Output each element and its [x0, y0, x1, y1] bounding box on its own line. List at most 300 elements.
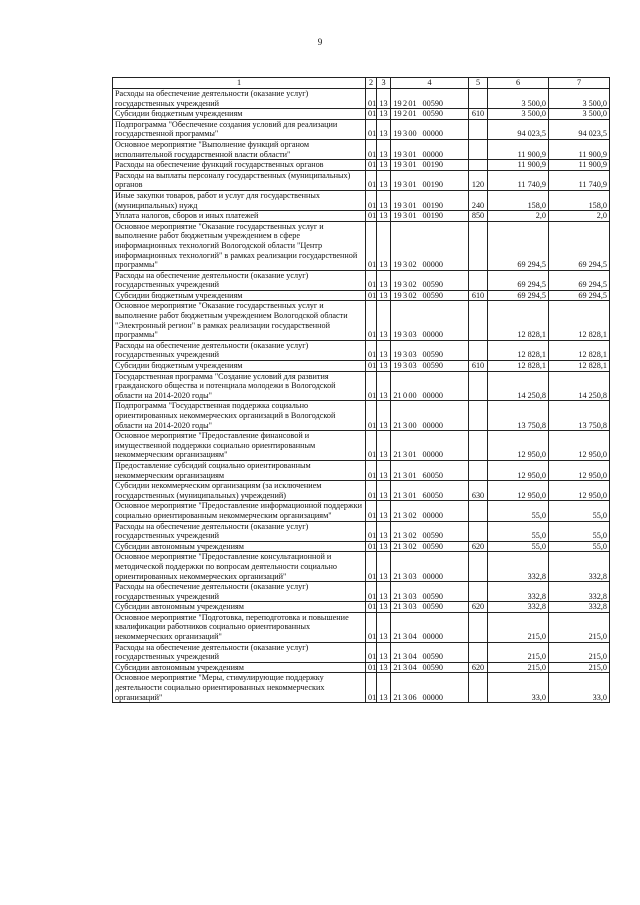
target-code-part: 00000: [422, 390, 443, 400]
target-code-part: 01: [408, 180, 417, 190]
target-code-part: 00590: [422, 591, 443, 601]
target-code-part: 01: [408, 470, 417, 480]
row-subsection-cell: 13: [377, 401, 391, 431]
target-code-part: 00: [408, 129, 417, 139]
table-row: [113, 401, 610, 431]
row-amount-cell: 69 294,5: [488, 290, 549, 301]
row-name-cell: Расходы на обеспечение деятельности (оказание услуг) государственных учреждений: [113, 89, 366, 109]
target-code-part: 03: [408, 361, 417, 371]
target-code-part: 19: [393, 350, 402, 360]
target-code-part: 19: [393, 260, 402, 270]
row-amount-cell: 69 294,5: [549, 290, 610, 301]
row-target-code-cell: [391, 211, 469, 222]
row-target-code-cell: [391, 602, 469, 613]
row-amount-cell: 33,0: [488, 673, 549, 703]
target-code-part: 3: [402, 290, 408, 300]
row-amount-cell: 158,0: [488, 190, 549, 210]
target-code-part: 03: [408, 602, 417, 612]
target-code-part: 03: [408, 350, 417, 360]
target-code-part: 3: [402, 692, 408, 702]
row-amount-cell: 332,8: [549, 552, 610, 582]
target-code-part: 00000: [422, 149, 443, 159]
table-row: [113, 582, 610, 602]
row-amount-cell: 55,0: [488, 541, 549, 552]
row-name-cell: Основное мероприятие "Предоставление консультационной и методической поддержки по вопросам деятельности социально ориентированных некоммерческих организаций": [113, 552, 366, 582]
header-col-1: 1: [113, 78, 366, 89]
row-expense-type-cell: [469, 371, 488, 401]
target-code-part: 60050: [422, 490, 443, 500]
target-code-part: 19: [393, 149, 402, 159]
target-code-part: 01: [408, 490, 417, 500]
row-subsection-cell: 13: [377, 541, 391, 552]
table-row: [113, 290, 610, 301]
row-subsection-cell: 13: [377, 642, 391, 662]
target-code-part: 3: [402, 330, 408, 340]
target-code-part: 04: [408, 652, 417, 662]
row-section-cell: 01: [366, 642, 377, 662]
row-subsection-cell: 13: [377, 361, 391, 372]
table-row: [113, 139, 610, 159]
target-code-part: 21: [393, 632, 402, 642]
table-row: [113, 340, 610, 360]
row-amount-cell: 12 828,1: [549, 301, 610, 340]
header-col-5: 5: [469, 78, 488, 89]
table-row: [113, 431, 610, 461]
row-amount-cell: 13 750,8: [549, 401, 610, 431]
row-amount-cell: 69 294,5: [549, 270, 610, 290]
row-subsection-cell: 13: [377, 89, 391, 109]
target-code-part: 19: [393, 129, 402, 139]
row-expense-type-cell: [469, 139, 488, 159]
table-row: [113, 301, 610, 340]
table-row: [113, 270, 610, 290]
target-code-part: 00590: [422, 602, 443, 612]
target-code-part: 19: [393, 211, 402, 221]
table-row: [113, 170, 610, 190]
row-amount-cell: 55,0: [549, 501, 610, 521]
row-target-code-cell: [391, 371, 469, 401]
row-amount-cell: 11 900,9: [488, 139, 549, 159]
row-subsection-cell: 13: [377, 582, 391, 602]
row-name-cell: Подпрограмма "Обеспечение создания условий для реализации государственной программы": [113, 119, 366, 139]
row-amount-cell: 332,8: [488, 552, 549, 582]
row-subsection-cell: 13: [377, 170, 391, 190]
target-code-part: 00000: [422, 129, 443, 139]
row-expense-type-cell: [469, 270, 488, 290]
row-subsection-cell: 13: [377, 221, 391, 270]
row-subsection-cell: 13: [377, 139, 391, 159]
target-code-part: 00590: [422, 98, 443, 108]
row-expense-type-cell: [469, 160, 488, 171]
target-code-part: 01: [408, 200, 417, 210]
target-code-part: 19: [393, 180, 402, 190]
target-code-part: 00590: [422, 541, 443, 551]
row-target-code-cell: [391, 109, 469, 120]
target-code-part: 21: [393, 692, 402, 702]
target-code-part: 01: [408, 98, 417, 108]
header-col-4: 4: [391, 78, 469, 89]
row-amount-cell: 3 500,0: [549, 89, 610, 109]
row-target-code-cell: [391, 642, 469, 662]
row-subsection-cell: 13: [377, 160, 391, 171]
row-target-code-cell: [391, 270, 469, 290]
row-subsection-cell: 13: [377, 431, 391, 461]
target-code-part: 00190: [422, 160, 443, 170]
target-code-part: 3: [402, 591, 408, 601]
row-section-cell: 01: [366, 460, 377, 480]
row-amount-cell: 12 950,0: [488, 431, 549, 461]
row-target-code-cell: [391, 612, 469, 642]
row-section-cell: 01: [366, 541, 377, 552]
target-code-part: 19: [393, 290, 402, 300]
row-amount-cell: 55,0: [549, 541, 610, 552]
target-code-part: 2: [402, 109, 408, 119]
row-expense-type-cell: 610: [469, 290, 488, 301]
row-expense-type-cell: 610: [469, 361, 488, 372]
row-target-code-cell: [391, 190, 469, 210]
row-target-code-cell: [391, 170, 469, 190]
row-name-cell: Государственная программа "Создание условий для развития гражданского общества и потенциала молодежи в Вологодской области на 2014-2020 годы": [113, 371, 366, 401]
target-code-part: 3: [402, 632, 408, 642]
row-name-cell: Субсидии автономным учреждениям: [113, 662, 366, 673]
row-name-cell: Расходы на обеспечение деятельности (оказание услуг) государственных учреждений: [113, 521, 366, 541]
row-section-cell: 01: [366, 481, 377, 501]
target-code-part: 3: [402, 420, 408, 430]
row-name-cell: Основное мероприятие "Оказание государственных услуг и выполнение работ бюджетным учреждением в сфере информационных технологий Вологодской области "Центр информационных технологий" в рамках реализации государственной программы": [113, 221, 366, 270]
row-name-cell: Основное мероприятие "Предоставление информационной поддержки социально ориентированным некоммерческим организациям": [113, 501, 366, 521]
target-code-part: 3: [402, 541, 408, 551]
table-row: [113, 541, 610, 552]
row-name-cell: Расходы на выплаты персоналу государственных (муниципальных) органов: [113, 170, 366, 190]
row-subsection-cell: 13: [377, 612, 391, 642]
target-code-part: 03: [408, 591, 417, 601]
row-amount-cell: 94 023,5: [488, 119, 549, 139]
target-code-part: 01: [408, 149, 417, 159]
target-code-part: 21: [393, 652, 402, 662]
row-amount-cell: 215,0: [549, 612, 610, 642]
target-code-part: 3: [402, 652, 408, 662]
row-expense-type-cell: 620: [469, 662, 488, 673]
header-col-6: 6: [488, 78, 549, 89]
target-code-part: 3: [402, 129, 408, 139]
row-subsection-cell: 13: [377, 109, 391, 120]
target-code-part: 21: [393, 602, 402, 612]
row-name-cell: Субсидии автономным учреждениям: [113, 541, 366, 552]
row-amount-cell: 2,0: [549, 211, 610, 222]
row-amount-cell: 215,0: [488, 612, 549, 642]
row-subsection-cell: 13: [377, 290, 391, 301]
row-expense-type-cell: 620: [469, 541, 488, 552]
row-expense-type-cell: 850: [469, 211, 488, 222]
target-code-part: 21: [393, 450, 402, 460]
row-target-code-cell: [391, 89, 469, 109]
row-name-cell: Расходы на обеспечение деятельности (оказание услуг) государственных учреждений: [113, 270, 366, 290]
table-row: [113, 89, 610, 109]
row-amount-cell: 12 950,0: [549, 481, 610, 501]
target-code-part: 21: [393, 531, 402, 541]
row-expense-type-cell: [469, 582, 488, 602]
target-code-part: 21: [393, 571, 402, 581]
row-amount-cell: 94 023,5: [549, 119, 610, 139]
target-code-part: 3: [402, 160, 408, 170]
target-code-part: 00000: [422, 450, 443, 460]
row-amount-cell: 332,8: [488, 582, 549, 602]
target-code-part: 00000: [422, 510, 443, 520]
target-code-part: 04: [408, 632, 417, 642]
target-code-part: 21: [393, 541, 402, 551]
row-amount-cell: 332,8: [488, 602, 549, 613]
row-amount-cell: 11 740,9: [549, 170, 610, 190]
row-name-cell: Субсидии некоммерческим организациям (за исключением государственных (муниципальных) учреждений): [113, 481, 366, 501]
row-name-cell: Подпрограмма "Государственная поддержка социально ориентированных некоммерческих организаций в Вологодской области на 2014-2020 годы": [113, 401, 366, 431]
row-section-cell: 01: [366, 612, 377, 642]
row-section-cell: 01: [366, 270, 377, 290]
target-code-part: 19: [393, 280, 402, 290]
row-section-cell: 01: [366, 139, 377, 159]
target-code-part: 3: [402, 470, 408, 480]
page-number: 9: [317, 37, 323, 47]
row-amount-cell: 69 294,5: [549, 221, 610, 270]
target-code-part: 00000: [422, 260, 443, 270]
row-section-cell: 01: [366, 401, 377, 431]
table-row: [113, 160, 610, 171]
target-code-part: 21: [393, 591, 402, 601]
row-amount-cell: 12 950,0: [549, 460, 610, 480]
row-section-cell: 01: [366, 119, 377, 139]
header-col-7: 7: [549, 78, 610, 89]
target-code-part: 19: [393, 160, 402, 170]
row-subsection-cell: 13: [377, 270, 391, 290]
table-row: [113, 119, 610, 139]
target-code-part: 3: [402, 211, 408, 221]
row-name-cell: Субсидии бюджетным учреждениям: [113, 290, 366, 301]
row-amount-cell: 12 950,0: [488, 481, 549, 501]
target-code-part: 00: [408, 390, 417, 400]
row-expense-type-cell: 240: [469, 190, 488, 210]
target-code-part: 02: [408, 531, 417, 541]
row-expense-type-cell: 620: [469, 602, 488, 613]
row-name-cell: Основное мероприятие "Оказание государственных услуг и выполнение работ бюджетным учреждением Вологодской области "Электронный регион" в рамках реализации государственной программы": [113, 301, 366, 340]
row-section-cell: 01: [366, 170, 377, 190]
row-expense-type-cell: [469, 552, 488, 582]
table-row: [113, 642, 610, 662]
row-name-cell: Уплата налогов, сборов и иных платежей: [113, 211, 366, 222]
row-name-cell: Основное мероприятие "Подготовка, переподготовка и повышение квалификации работников социально ориентированных некоммерческих организаций": [113, 612, 366, 642]
target-code-part: 01: [408, 109, 417, 119]
row-subsection-cell: 13: [377, 602, 391, 613]
target-code-part: 3: [402, 180, 408, 190]
target-code-part: 00000: [422, 632, 443, 642]
table-row: [113, 602, 610, 613]
target-code-part: 00590: [422, 290, 443, 300]
target-code-part: 19: [393, 109, 402, 119]
row-target-code-cell: [391, 221, 469, 270]
target-code-part: 3: [402, 450, 408, 460]
row-amount-cell: 14 250,8: [549, 371, 610, 401]
table-row: [113, 521, 610, 541]
row-expense-type-cell: 630: [469, 481, 488, 501]
row-section-cell: 01: [366, 582, 377, 602]
row-amount-cell: 12 950,0: [549, 431, 610, 461]
target-code-part: 00000: [422, 420, 443, 430]
table-header-row: [113, 78, 610, 89]
target-code-part: 00590: [422, 361, 443, 371]
row-target-code-cell: [391, 139, 469, 159]
target-code-part: 3: [402, 280, 408, 290]
row-subsection-cell: 13: [377, 521, 391, 541]
target-code-part: 0: [402, 390, 408, 400]
row-amount-cell: 3 500,0: [488, 109, 549, 120]
row-subsection-cell: 13: [377, 301, 391, 340]
row-name-cell: Расходы на обеспечение деятельности (оказание услуг) государственных учреждений: [113, 582, 366, 602]
row-amount-cell: 158,0: [549, 190, 610, 210]
row-target-code-cell: [391, 662, 469, 673]
row-amount-cell: 12 828,1: [549, 361, 610, 372]
target-code-part: 02: [408, 260, 417, 270]
row-amount-cell: 2,0: [488, 211, 549, 222]
row-amount-cell: 3 500,0: [549, 109, 610, 120]
row-subsection-cell: 13: [377, 119, 391, 139]
target-code-part: 00190: [422, 211, 443, 221]
target-code-part: 3: [402, 602, 408, 612]
row-amount-cell: 12 828,1: [488, 301, 549, 340]
target-code-part: 3: [402, 260, 408, 270]
budget-table: [112, 77, 610, 703]
row-section-cell: 01: [366, 431, 377, 461]
row-amount-cell: 11 900,9: [549, 139, 610, 159]
row-subsection-cell: 13: [377, 340, 391, 360]
row-name-cell: Субсидии автономным учреждениям: [113, 602, 366, 613]
row-section-cell: 01: [366, 89, 377, 109]
target-code-part: 21: [393, 510, 402, 520]
row-target-code-cell: [391, 582, 469, 602]
target-code-part: 01: [408, 211, 417, 221]
target-code-part: 3: [402, 149, 408, 159]
row-target-code-cell: [391, 160, 469, 171]
target-code-part: 3: [402, 361, 408, 371]
row-section-cell: 01: [366, 521, 377, 541]
target-code-part: 00590: [422, 280, 443, 290]
row-name-cell: Расходы на обеспечение функций государственных органов: [113, 160, 366, 171]
row-amount-cell: 33,0: [549, 673, 610, 703]
target-code-part: 2: [402, 98, 408, 108]
target-code-part: 19: [393, 361, 402, 371]
target-code-part: 00000: [422, 330, 443, 340]
row-expense-type-cell: [469, 460, 488, 480]
row-section-cell: 01: [366, 190, 377, 210]
target-code-part: 00590: [422, 662, 443, 672]
row-target-code-cell: [391, 401, 469, 431]
row-target-code-cell: [391, 301, 469, 340]
row-amount-cell: 13 750,8: [488, 401, 549, 431]
row-name-cell: Расходы на обеспечение деятельности (оказание услуг) государственных учреждений: [113, 340, 366, 360]
row-target-code-cell: [391, 552, 469, 582]
target-code-part: 00590: [422, 350, 443, 360]
table-row: [113, 662, 610, 673]
header-col-2: 2: [366, 78, 377, 89]
row-target-code-cell: [391, 119, 469, 139]
row-target-code-cell: [391, 290, 469, 301]
target-code-part: 02: [408, 290, 417, 300]
target-code-part: 02: [408, 541, 417, 551]
row-section-cell: 01: [366, 160, 377, 171]
row-section-cell: 01: [366, 602, 377, 613]
row-amount-cell: 12 828,1: [488, 361, 549, 372]
target-code-part: 00590: [422, 109, 443, 119]
row-subsection-cell: 13: [377, 460, 391, 480]
table-row: [113, 612, 610, 642]
row-section-cell: 01: [366, 361, 377, 372]
target-code-part: 60050: [422, 470, 443, 480]
row-expense-type-cell: [469, 431, 488, 461]
row-amount-cell: 55,0: [488, 521, 549, 541]
table-row: [113, 109, 610, 120]
row-target-code-cell: [391, 481, 469, 501]
target-code-part: 00590: [422, 531, 443, 541]
target-code-part: 21: [393, 420, 402, 430]
target-code-part: 3: [402, 571, 408, 581]
row-subsection-cell: 13: [377, 481, 391, 501]
target-code-part: 02: [408, 280, 417, 290]
row-expense-type-cell: [469, 340, 488, 360]
row-amount-cell: 14 250,8: [488, 371, 549, 401]
header-col-3: 3: [377, 78, 391, 89]
row-expense-type-cell: [469, 89, 488, 109]
row-amount-cell: 69 294,5: [488, 270, 549, 290]
row-expense-type-cell: [469, 301, 488, 340]
row-target-code-cell: [391, 541, 469, 552]
row-amount-cell: 215,0: [549, 642, 610, 662]
row-target-code-cell: [391, 501, 469, 521]
target-code-part: 00190: [422, 180, 443, 190]
row-amount-cell: 215,0: [488, 642, 549, 662]
row-amount-cell: 55,0: [488, 501, 549, 521]
row-amount-cell: 12 828,1: [488, 340, 549, 360]
target-code-part: 19: [393, 200, 402, 210]
row-section-cell: 01: [366, 109, 377, 120]
row-amount-cell: 12 950,0: [488, 460, 549, 480]
target-code-part: 19: [393, 98, 402, 108]
row-name-cell: Основное мероприятие "Предоставление финансовой и имущественной поддержки социально ориентированным некоммерческим организациям": [113, 431, 366, 461]
row-amount-cell: 215,0: [549, 662, 610, 673]
target-code-part: 21: [393, 470, 402, 480]
row-section-cell: 01: [366, 221, 377, 270]
row-section-cell: 01: [366, 662, 377, 673]
target-code-part: 3: [402, 350, 408, 360]
row-amount-cell: 11 900,9: [549, 160, 610, 171]
row-subsection-cell: 13: [377, 552, 391, 582]
target-code-part: 00190: [422, 200, 443, 210]
target-code-part: 03: [408, 330, 417, 340]
row-section-cell: 01: [366, 301, 377, 340]
row-expense-type-cell: [469, 501, 488, 521]
table-row: [113, 190, 610, 210]
row-section-cell: 01: [366, 371, 377, 401]
table-row: [113, 481, 610, 501]
target-code-part: 3: [402, 490, 408, 500]
row-section-cell: 01: [366, 673, 377, 703]
table-row: [113, 673, 610, 703]
row-name-cell: Основное мероприятие "Меры, стимулирующие поддержку деятельности социально ориентированных некоммерческих организаций": [113, 673, 366, 703]
row-expense-type-cell: 120: [469, 170, 488, 190]
row-target-code-cell: [391, 431, 469, 461]
row-subsection-cell: 13: [377, 501, 391, 521]
row-expense-type-cell: [469, 221, 488, 270]
target-code-part: 00590: [422, 652, 443, 662]
row-amount-cell: 11 900,9: [488, 160, 549, 171]
table-row: [113, 552, 610, 582]
row-expense-type-cell: [469, 401, 488, 431]
